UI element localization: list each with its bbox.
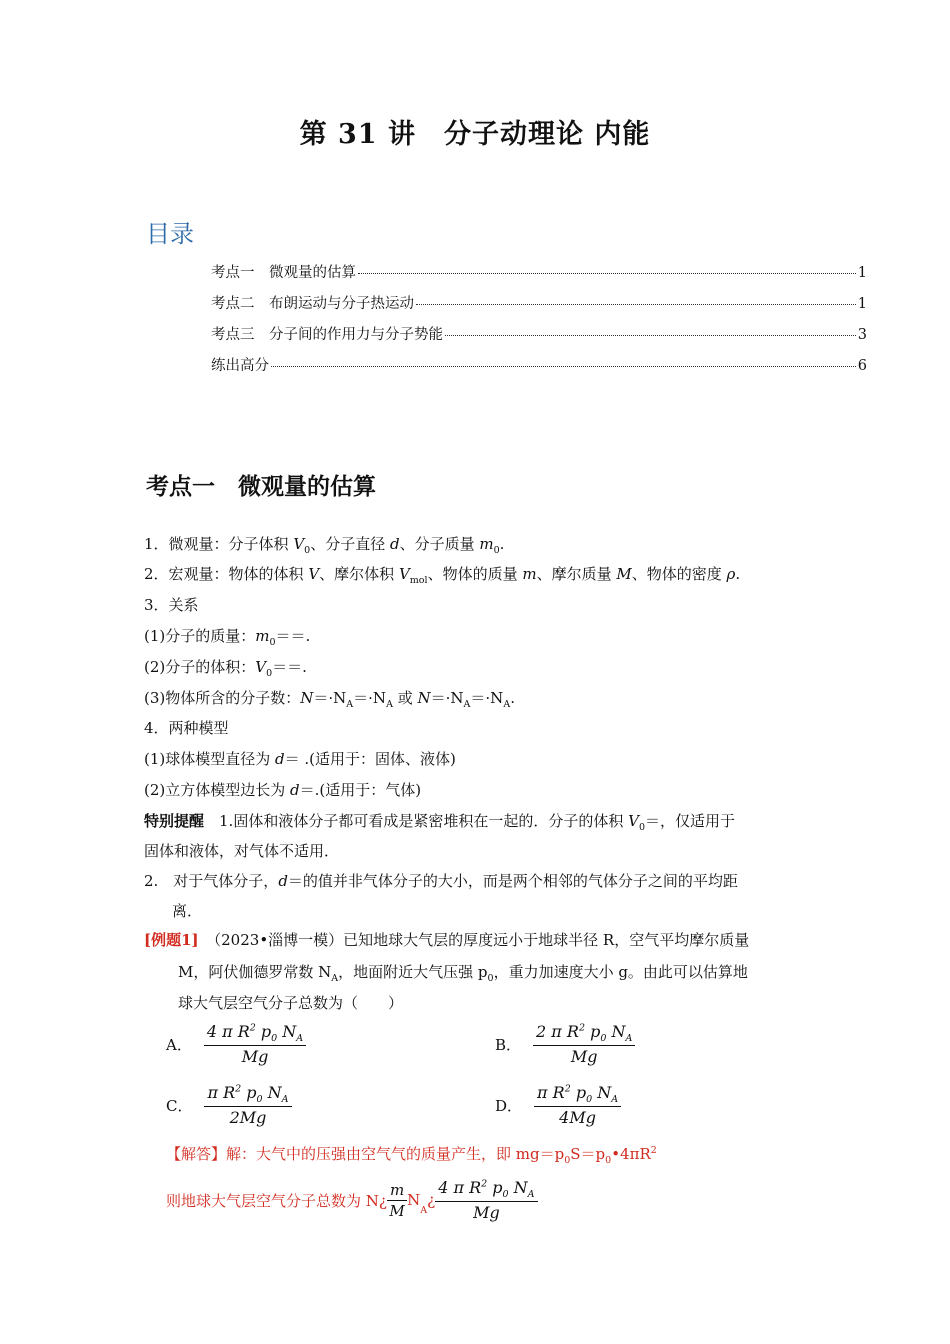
toc-heading: 目录 (146, 220, 194, 248)
page-title: 第 31 讲 分子动理论 内能 (299, 119, 651, 150)
toc-leader (445, 335, 856, 336)
toc-leader (358, 273, 856, 274)
note-paragraph: 特别提醒 1.固体和液体分子都可看成是紧密堆积在一起的．分子的体积 $V_0=$，仅适用于 (144, 812, 736, 833)
option-c[interactable]: C． $\frac{\pi R^2 p_0 N_A}{2Mg}$ (166, 1083, 292, 1127)
paragraph-volume: (2)分子的体积：$V_0==$. (144, 658, 307, 679)
toc-item-page: 1 (857, 265, 867, 281)
note2-paragraph: 2. 对于气体分子，d＝的值并非气体分子的大小，而是两个相邻的气体分子之间的平均距 (144, 872, 738, 890)
paragraph-relation: 3．关系 (144, 596, 199, 614)
paragraph-micro: 1．微观量：分子体积 $V_0$、分子直径 d、分子质量 $m_0$. (144, 535, 505, 556)
example-line-2: M，阿伏伽德罗常数 $N_A$，地面附近大气压强 $p_0$，重力加速度大小 g。由此可以估算地 (178, 963, 748, 984)
paragraph-cube: (2)立方体模型边长为 d＝.(适用于：气体) (144, 781, 422, 799)
answer-fraction-m: $\frac{m}{M}$ (387, 1181, 407, 1220)
paragraph-mass: (1)分子的质量：$m_0==$. (144, 627, 311, 648)
paragraph-models: 4．两种模型 (144, 719, 229, 737)
section-title: 考点一 微观量的估算 (146, 473, 376, 500)
toc-item[interactable] (211, 261, 867, 282)
toc-item-label: 考点二 布朗运动与分子热运动 (211, 296, 414, 312)
toc-item[interactable] (211, 292, 867, 313)
answer-line-2: 则地球大气层空气分子总数为 N¿ $\frac{m}{M}$ N $_A$ ¿ $\frac{4 \pi R^2 p_0 N_A}{Mg}$ (166, 1178, 538, 1222)
toc-leader (416, 304, 856, 305)
paragraph-count: (3)物体所含的分子数：$N=\cdot N_A=\cdot N_A$ 或 $N=\cdot N_A=\cdot N_A$. (144, 689, 515, 710)
toc-item-label: 考点一 微观量的估算 (211, 265, 356, 281)
toc-item-label: 练出高分 (211, 358, 269, 374)
toc-item[interactable] (211, 354, 867, 375)
toc-item[interactable] (211, 323, 867, 344)
toc-item-page: 1 (857, 296, 867, 312)
option-a-formula: $\frac{4 \pi R^2 p_0 N_A}{Mg}$ (204, 1022, 306, 1066)
option-c-formula: $\frac{\pi R^2 p_0 N_A}{2Mg}$ (204, 1083, 291, 1127)
toc-item-page: 6 (857, 358, 867, 374)
paragraph-macro: 2．宏观量：物体的体积 V、摩尔体积 $V_{mol}$、物体的质量 m、摩尔质量 M、物体的密度 ρ. (144, 565, 741, 586)
option-d-formula: $\frac{\pi R^2 p_0 N_A}{4Mg}$ (534, 1083, 621, 1127)
note2-paragraph-cont: 离． (172, 902, 203, 920)
note-label: 特别提醒 (144, 812, 205, 830)
example-label: [例题1] (144, 931, 199, 949)
example-line-1: [例题1] （2023•淄博一模）已知地球大气层的厚度远小于地球半径 R，空气平均摩尔质量 (144, 931, 750, 949)
toc-item-page: 3 (857, 327, 867, 343)
answer-label: 【解答】 (166, 1145, 227, 1163)
option-b[interactable]: B． $\frac{2 \pi R^2 p_0 N_A}{Mg}$ (495, 1022, 635, 1066)
paragraph-sphere: (1)球体模型直径为 d＝ .(适用于：固体、液体) (144, 750, 456, 768)
option-a[interactable]: A． $\frac{4 \pi R^2 p_0 N_A}{Mg}$ (166, 1022, 306, 1066)
example-line-3: 球大气层空气分子总数为（ ） (178, 994, 404, 1012)
answer-fraction-result: $\frac{4 \pi R^2 p_0 N_A}{Mg}$ (435, 1178, 537, 1222)
answer-line-1: 【解答】解：大气中的压强由空气气的质量产生，即 $mg=p_0S=p_0•4\pi R^2$ (166, 1145, 657, 1166)
option-b-formula: $\frac{2 \pi R^2 p_0 N_A}{Mg}$ (533, 1022, 635, 1066)
toc-leader (271, 366, 856, 367)
note-paragraph-cont: 固体和液体，对气体不适用． (144, 842, 340, 860)
option-d[interactable]: D． $\frac{\pi R^2 p_0 N_A}{4Mg}$ (495, 1083, 621, 1127)
toc-item-label: 考点三 分子间的作用力与分子势能 (211, 327, 443, 343)
